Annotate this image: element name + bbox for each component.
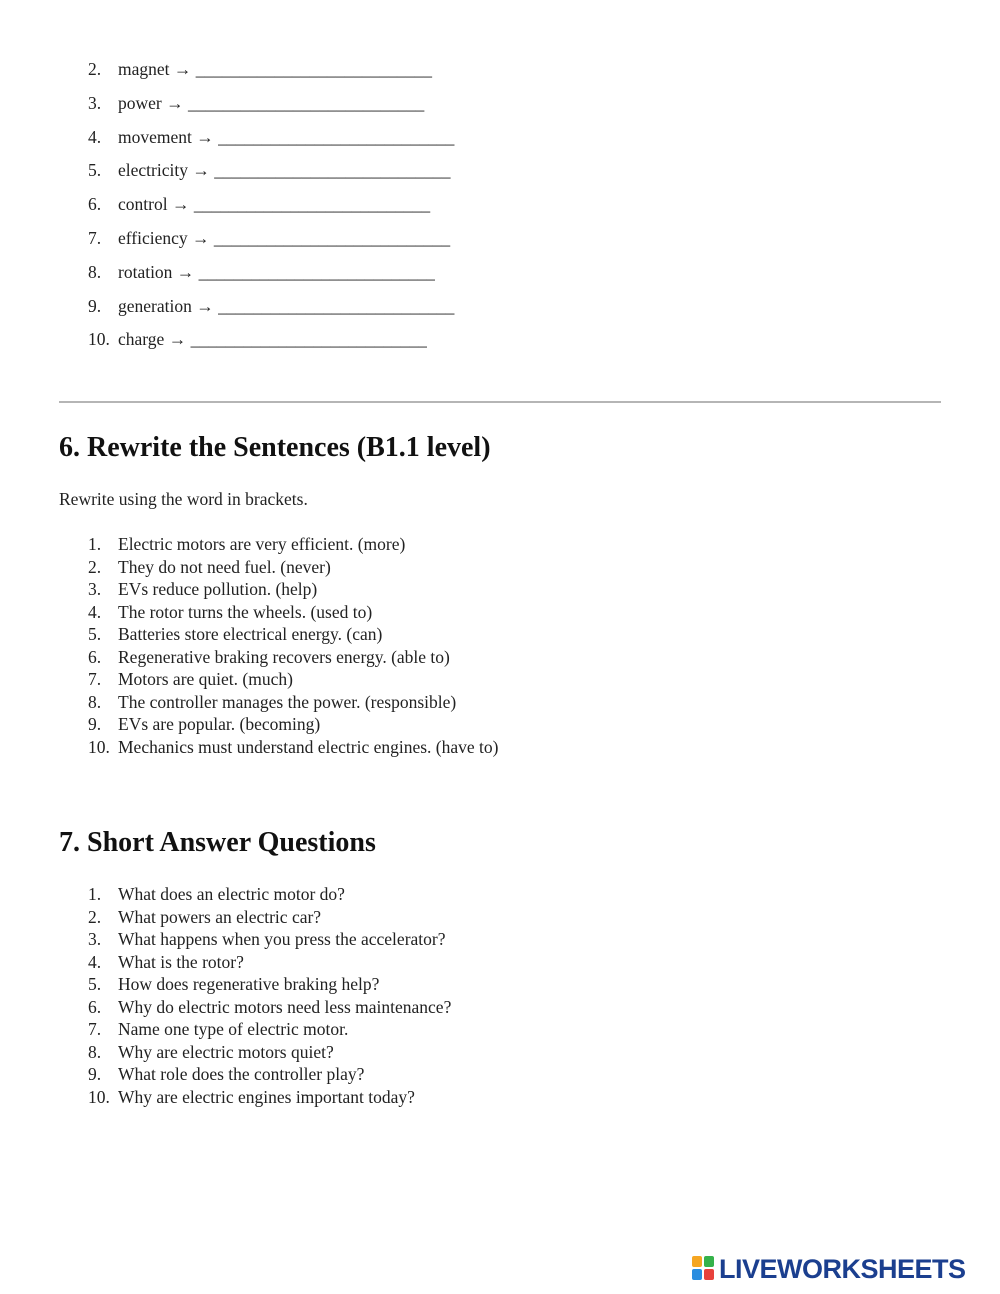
liveworksheets-logo[interactable] (692, 1254, 988, 1284)
list-item: 6. Regenerative braking recovers energy. (able to) (88, 646, 450, 667)
list-item: 6. control → ___________________________ (88, 194, 431, 215)
list-item: 8. rotation → ___________________________ (88, 261, 435, 282)
word-form-prompt: efficiency → ___________________________ (118, 227, 451, 248)
list-item: 7. Motors are quiet. (much) (88, 669, 293, 689)
list-item: 1. What does an electric motor do? (88, 884, 345, 904)
list-item: 9. EVs are popular. (becoming) (88, 714, 321, 734)
list-item: 8. The controller manages the power. (responsible) (88, 691, 457, 712)
list-item: 2. What powers an electric car? (88, 906, 322, 927)
list-item: 10. Mechanics must understand electric engines. (have to) (88, 736, 499, 757)
section-divider (59, 401, 941, 403)
word-form-prompt: movement → ___________________________ (118, 126, 455, 147)
list-item: 5. electricity → ___________________________ (88, 160, 451, 181)
section-6-instruction: Rewrite using the word in brackets. (59, 489, 308, 509)
list-item: 2. magnet → ___________________________ (88, 59, 433, 79)
word-form-list (88, 59, 454, 363)
word-form-prompt: electricity → ___________________________ (118, 160, 451, 181)
logo-text: LIVEWORKSHEETS (719, 1253, 966, 1284)
list-item: 9. generation → ___________________________ (88, 295, 455, 316)
word-form-prompt: generation → ___________________________ (118, 295, 455, 316)
list-item: 6. Why do electric motors need less maintenance? (88, 996, 452, 1017)
list-item: 4. What is the rotor? (88, 951, 244, 972)
list-item: 4. The rotor turns the wheels. (used to) (88, 601, 373, 622)
list-item: 3. EVs reduce pollution. (help) (88, 579, 318, 599)
word-form-prompt: control → ___________________________ (118, 194, 431, 215)
list-item: 3. power → ___________________________ (88, 92, 425, 113)
list-item: 10. Why are electric engines important today? (88, 1086, 415, 1107)
section-6-title: 6. Rewrite the Sentences (B1.1 level) (59, 432, 491, 463)
list-item: 8. Why are electric motors quiet? (88, 1041, 334, 1062)
list-item: 5. How does regenerative braking help? (88, 974, 380, 994)
word-form-prompt: charge → ___________________________ (118, 329, 427, 350)
liveworksheets-logo-icon (692, 1256, 716, 1282)
list-item: 3. What happens when you press the accelerator? (88, 929, 446, 949)
word-form-prompt: magnet → ___________________________ (118, 59, 433, 79)
word-form-prompt: rotation → ___________________________ (118, 261, 435, 282)
list-item: 2. They do not need fuel. (never) (88, 556, 331, 577)
list-item: 7. Name one type of electric motor. (88, 1019, 349, 1039)
list-item: 4. movement → ___________________________ (88, 126, 455, 147)
list-item: 1. Electric motors are very efficient. (more) (88, 534, 406, 554)
rewrite-sentence-list (88, 534, 499, 759)
list-item: 7. efficiency → ___________________________ (88, 227, 451, 248)
short-answer-list (88, 884, 451, 1109)
list-item: 5. Batteries store electrical energy. (can) (88, 624, 383, 644)
word-form-prompt: power → ___________________________ (118, 92, 425, 113)
section-7-title: 7. Short Answer Questions (59, 827, 376, 858)
list-item: 10. charge → ___________________________ (88, 329, 427, 350)
list-item: 9. What role does the controller play? (88, 1064, 365, 1084)
